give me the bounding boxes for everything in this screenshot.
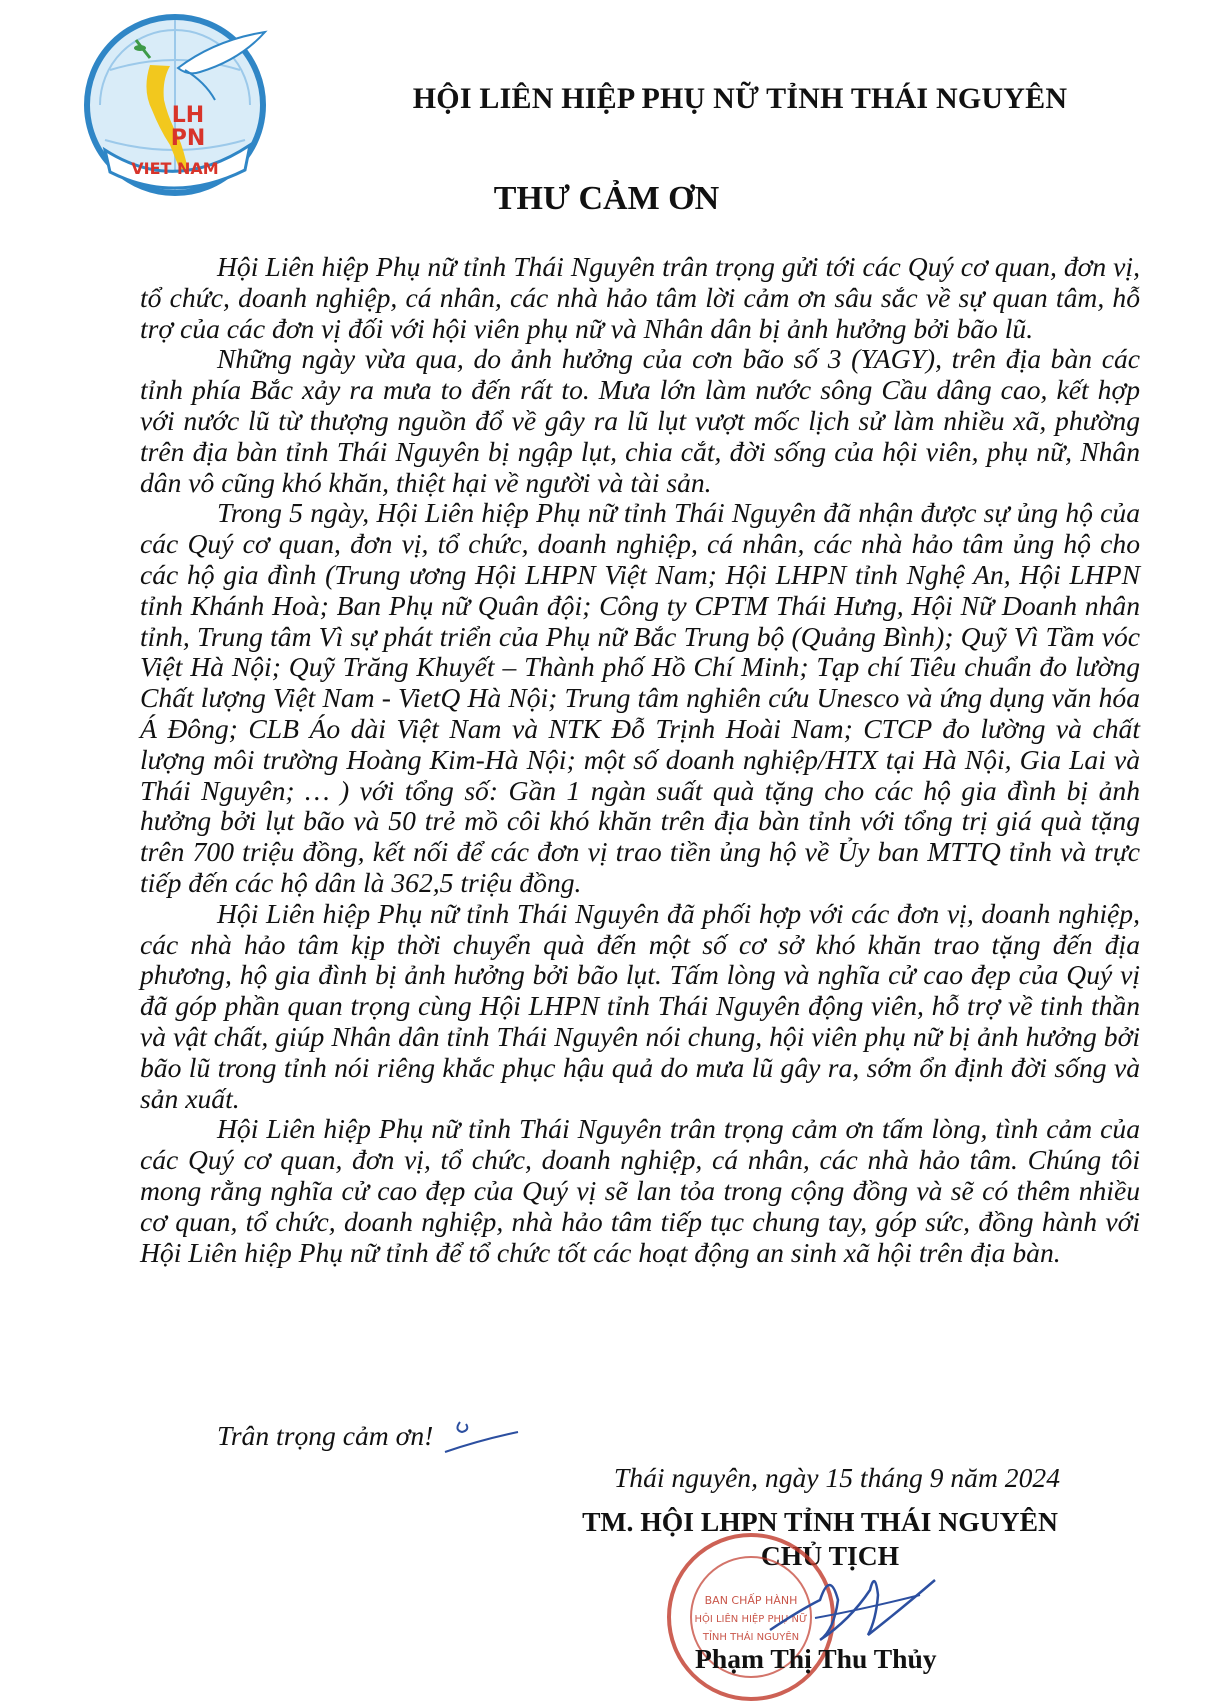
paragraph: Những ngày vừa qua, do ảnh hưởng của cơn bão số 3 (YAGY), trên địa bàn các tỉnh phía Bắc xảy ra mưa to đến rất to. Mưa lớn làm nước sông Cầu dâng cao, kết hợp với nước lũ từ thượng nguồn đổ về gây ra lũ lụt vượt mốc lịch sử làm nhiều xã, phường trên địa bàn tỉnh Thái Nguyên bị ngập lụt, chia cắt, đời sống của hội viên, phụ nữ, Nhân dân vô cũng khó khăn, thiệt hại về người và tài sản. bbox=[140, 343, 1140, 498]
paragraph: Trong 5 ngày, Hội Liên hiệp Phụ nữ tỉnh Thái Nguyên đã nhận được sự ủng hộ của các Quý cơ quan, đơn vị, tổ chức, doanh nghiệp, cá nhân, các nhà hảo tâm ủng hộ cho các hộ gia đình (Trung ương Hội LHPN Việt Nam; Hội LHPN tỉnh Nghệ An, Hội LHPN tỉnh Khánh Hoà; Ban Phụ nữ Quân đội; Công ty CPTM Thái Hưng, Hội Nữ Doanh nhân tỉnh, Trung tâm Vì sự phát triển của Phụ nữ Bắc Trung bộ (Quảng Bình); Quỹ Vì Tầm vóc Việt Hà Nội; Quỹ Trăng Khuyết – Thành phố Hồ Chí Minh; Tạp chí Tiêu chuẩn đo lường Chất lượng Việt Nam - VietQ Hà Nội; Trung tâm nghiên cứu Unesco và ứng dụng văn hóa Á Đông; CLB Áo dài Việt Nam và NTK Đỗ Trịnh Hoài Nam; CTCP đo lường và chất lượng môi trường Hoàng Kim-Hà Nội; một số doanh nghiệp/HTX tại Hà Nội, Gia Lai và Thái Nguyên; … ) với tổng số: Gần 1 ngàn suất quà tặng cho các hộ gia đình bị ảnh hưởng bởi lụt bão và 50 trẻ mồ côi khó khăn trên địa bàn tỉnh với tổng trị giá quà tặng trên 700 triệu đồng, kết nối để các đơn vị trao tiền ủng hộ về Ủy ban MTTQ tỉnh và trực tiếp đến các hộ dân là 362,5 triệu đồng. bbox=[140, 497, 1140, 898]
logo-text-top: LH bbox=[171, 103, 205, 128]
lhpn-logo bbox=[80, 10, 270, 200]
letter-body bbox=[140, 252, 1140, 1268]
date-line: Thái nguyên, ngày 15 tháng 9 năm 2024 bbox=[613, 1462, 1060, 1493]
signing-organization: TM. HỘI LHPN TỈNH THÁI NGUYÊN bbox=[582, 1506, 1058, 1537]
logo-text-bottom: PN bbox=[170, 126, 206, 151]
initial-mark bbox=[440, 1412, 520, 1462]
organization-name: HỘI LIÊN HIỆP PHỤ NỮ TỈNH THÁI NGUYÊN bbox=[412, 82, 1068, 115]
paragraph: Hội Liên hiệp Phụ nữ tỉnh Thái Nguyên đã phối hợp với các đơn vị, doanh nghiệp, các nhà hảo tâm kịp thời chuyển quà đến một số cơ sở khó khăn trao tặng đến địa phương, hộ gia đình bị ảnh hưởng bởi bão lụt. Tấm lòng và nghĩa cử cao đẹp của Quý vị đã góp phần quan trọng cùng Hội LHPN tỉnh Thái Nguyên động viên, hỗ trợ về tinh thần và vật chất, giúp Nhân dân tỉnh Thái Nguyên nói chung, hội viên phụ nữ bị ảnh hưởng bởi bão lũ trong tỉnh nói riêng khắc phục hậu quả do mưa lũ gây ra, sớm ổn định đời sống và sản xuất. bbox=[140, 897, 1140, 1114]
paragraph: Hội Liên hiệp Phụ nữ tỉnh Thái Nguyên trân trọng cảm ơn tấm lòng, tình cảm của các Quý cơ quan, đơn vị, tổ chức, doanh nghiệp, cá nhân, các nhà hảo tâm. Chúng tôi mong rằng nghĩa cử cao đẹp của Quý vị sẽ lan tỏa trong cộng đồng và sẽ có thêm nhiều cơ quan, tổ chức, doanh nghiệp, nhà hảo tâm tiếp tục chung tay, góp sức, đồng hành với Hội Liên hiệp Phụ nữ tỉnh để tổ chức tốt các hoạt động an sinh xã hội trên địa bàn. bbox=[140, 1113, 1140, 1268]
closing-line: Trân trọng cảm ơn! bbox=[217, 1420, 434, 1451]
signer-name: Phạm Thị Thu Thủy bbox=[695, 1643, 937, 1674]
handwritten-signature bbox=[760, 1540, 940, 1660]
document-title: THƯ CẢM ƠN bbox=[493, 180, 720, 217]
paragraph: Hội Liên hiệp Phụ nữ tỉnh Thái Nguyên trân trọng gửi tới các Quý cơ quan, đơn vị, tổ chức, doanh nghiệp, cá nhân, các nhà hảo tâm lời cảm ơn sâu sắc về sự quan tâm, hỗ trợ của các đơn vị đối với hội viên phụ nữ và Nhân dân bị ảnh hưởng bởi bão lũ. bbox=[140, 251, 1140, 344]
seal-line: TỈNH THÁI NGUYÊN bbox=[702, 1632, 800, 1643]
logo-banner-text: VIET NAM bbox=[131, 159, 219, 178]
seal-line: BAN CHẤP HÀNH bbox=[704, 1594, 798, 1607]
signer-role: CHỦ TỊCH bbox=[760, 1540, 900, 1571]
seal-line: HỘI LIÊN HIỆP PHỤ NỮ bbox=[694, 1614, 808, 1625]
